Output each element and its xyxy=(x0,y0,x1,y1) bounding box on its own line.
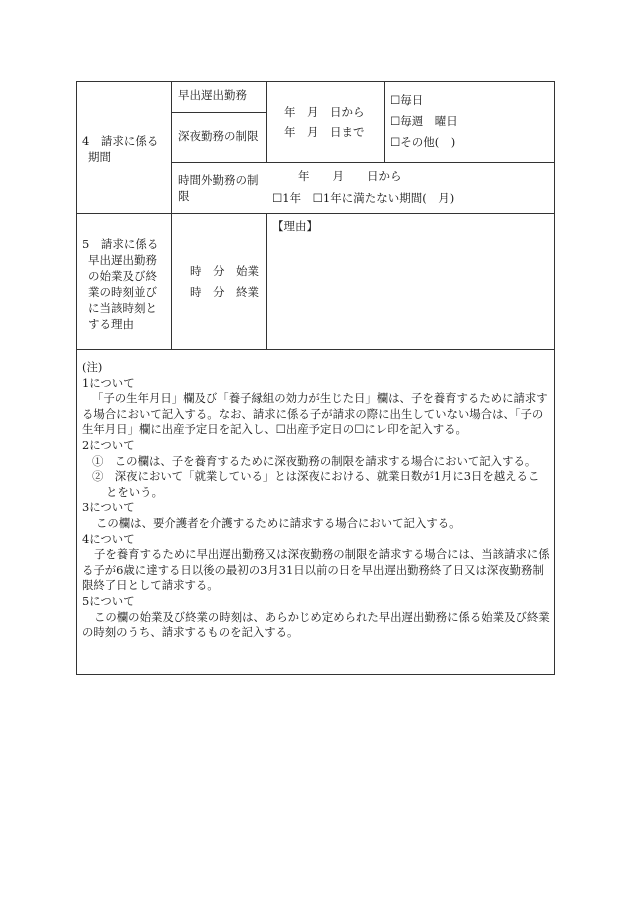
option-other-checkbox[interactable]: ☐その他( ) xyxy=(390,135,456,149)
option-daily-checkbox[interactable]: ☐毎日 xyxy=(390,93,424,107)
note-2-title: 2について xyxy=(82,437,135,452)
note-5-title: 5について xyxy=(82,593,135,608)
divider xyxy=(172,162,555,163)
divider xyxy=(266,213,267,349)
end-time-field[interactable]: 時 分 終業 xyxy=(190,285,259,299)
note-4-body: 子を養育するために早出遅出勤務又は深夜勤務の制限を請求する場合には、当該請求に係る子が6歳に達する日以後の最初の3月31日以前の日を早出遅出勤務終了日又は深夜勤務制限終了日として請求する。 xyxy=(82,547,550,593)
night-limit-label: 深夜勤務の制限 xyxy=(178,129,259,143)
divider xyxy=(76,349,555,350)
row5-label-line: 早出遅出勤務 xyxy=(88,253,157,267)
row5-label-line: 業の時刻並び xyxy=(88,285,157,299)
note-3-title: 3について xyxy=(82,500,135,515)
row5-label-line: する理由 xyxy=(88,317,134,331)
note-3-body: この欄は、要介護者を介護するために請求する場合において記入する。 xyxy=(96,515,461,530)
divider xyxy=(76,213,555,214)
row5-label xyxy=(82,236,158,332)
row4-label-line1: 4 請求に係る xyxy=(82,134,159,148)
from-date-field[interactable]: 年 月 日から xyxy=(284,105,365,119)
note-4-title: 4について xyxy=(82,531,135,546)
notes-section xyxy=(82,360,550,641)
row5-label-line: に当該時刻と xyxy=(88,301,157,315)
note-1-body: 「子の生年月日」欄及び「養子縁組の効力が生じた日」欄は、子を養育するために請求する場合において記入する。なお、請求に係る子が請求の際に出生していない場合は、「子の生年月日」欄に出産予定日を記入し、☐出産予定日の☐にレ印を記入する。 xyxy=(82,391,548,437)
overtime-label-line1: 時間外勤務の制 xyxy=(178,173,259,187)
to-date-field[interactable]: 年 月 日まで xyxy=(284,125,365,139)
note-1-title: 1について xyxy=(82,375,135,390)
option-weekly-checkbox[interactable]: ☐毎週 曜日 xyxy=(390,114,458,128)
row4-label xyxy=(82,133,158,165)
row5-label-line: 5 請求に係る xyxy=(82,237,159,251)
divider xyxy=(172,112,266,113)
row5-label-line: の始業及び終 xyxy=(88,269,157,283)
notes-heading: (注) xyxy=(82,360,103,374)
divider xyxy=(171,81,172,349)
overtime-period-checkboxes[interactable]: ☐1年 ☐1年に満たない期間( 月) xyxy=(272,191,455,205)
note-5-body: この欄の始業及び終業の時刻は、あらかじめ定められた早出遅出勤務に係る始業及び終業の時刻のうち、請求するものを記入する。 xyxy=(82,609,550,640)
overtime-from-field[interactable]: 年 月 日から xyxy=(298,169,402,183)
overtime-label xyxy=(178,172,259,204)
divider xyxy=(384,81,385,162)
note-2-item-1: ① この欄は、子を養育するために深夜勤務の制限を請求する場合において記入する。 xyxy=(92,453,537,468)
note-2-item-2: ② 深夜において「就業している」とは深夜における、就業日数が1月に3日を越えることをいう。 xyxy=(92,469,540,499)
overtime-label-line2: 限 xyxy=(178,189,190,203)
start-time-field[interactable]: 時 分 始業 xyxy=(190,264,259,278)
row4-label-line2: 期間 xyxy=(88,150,111,164)
reason-field[interactable]: 【理由】 xyxy=(272,219,318,233)
early-late-label: 早出遅出勤務 xyxy=(178,88,247,102)
divider xyxy=(266,81,267,162)
